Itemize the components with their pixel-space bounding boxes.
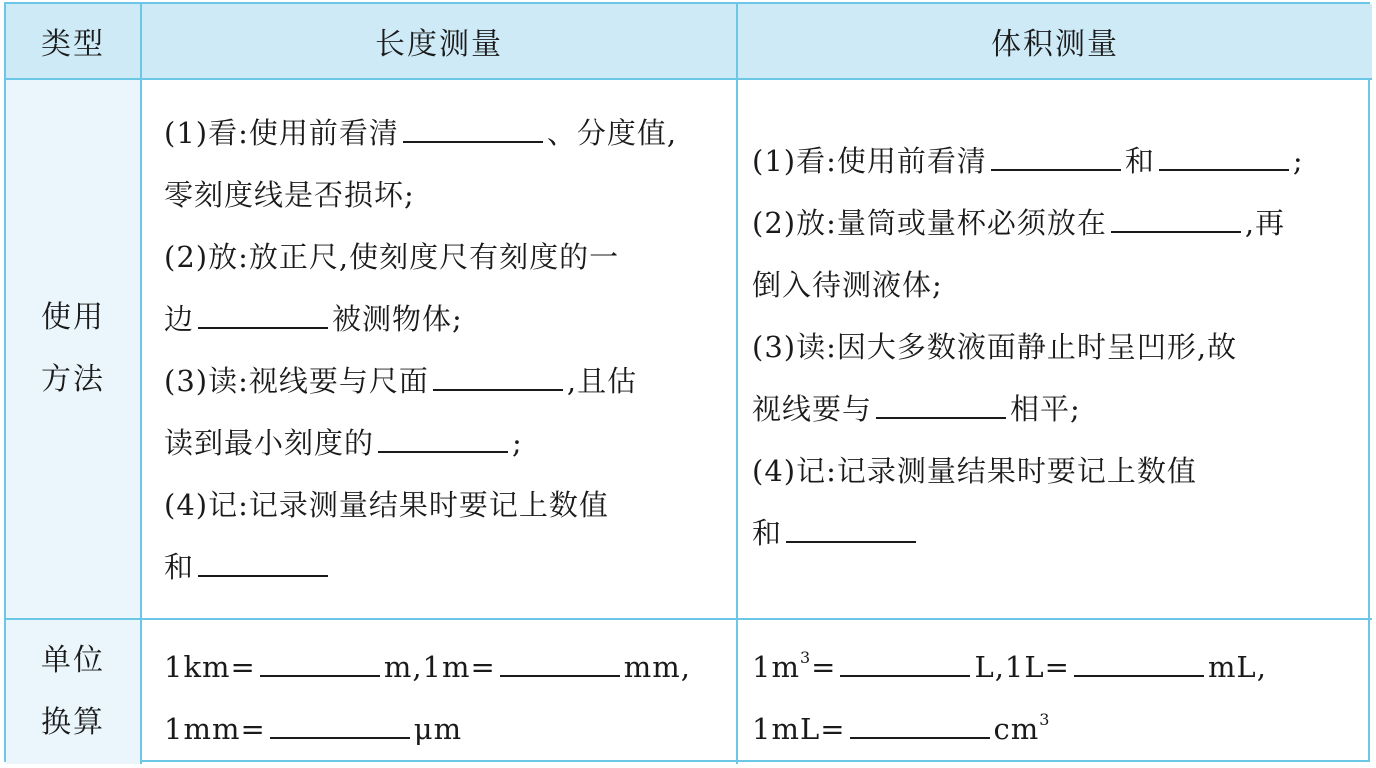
blank-field[interactable] <box>403 111 543 143</box>
volume-unit-eq: = <box>811 650 837 684</box>
length-unit-mm: mm, <box>623 650 692 684</box>
length-step2-text: (2)放:放正尺,使刻度尺有刻度的一 <box>164 240 620 274</box>
volume-step4-prefix: 和 <box>752 516 783 550</box>
volume-unit-l: L,1L= <box>974 650 1070 684</box>
blank-field[interactable] <box>198 545 328 577</box>
blank-field[interactable] <box>850 707 990 739</box>
units-volume-cell <box>738 620 1372 764</box>
volume-unit-ml2: 1mL= <box>752 712 846 746</box>
length-step3-suffix: ,且估 <box>566 364 638 398</box>
units-volume-text <box>738 620 1372 760</box>
length-step3-end: ; <box>512 426 523 460</box>
blank-field[interactable] <box>270 707 410 739</box>
blank-field[interactable] <box>378 421 508 453</box>
length-step2-prefix: 边 <box>164 302 195 336</box>
units-label-cell <box>6 620 142 764</box>
volume-step2-suffix: ,再 <box>1244 206 1286 240</box>
volume-step2-text: (2)放:量筒或量杯必须放在 <box>752 206 1107 240</box>
length-step1-text: (1)看:使用前看清 <box>164 116 399 150</box>
usage-length-text <box>142 80 736 598</box>
volume-step2-cont: 倒入待测液体; <box>752 268 943 302</box>
volume-unit-cm3-sup: 3 <box>1039 710 1051 729</box>
volume-step1-text: (1)看:使用前看清 <box>752 144 987 178</box>
usage-label-line1: 使用 <box>41 300 105 335</box>
volume-unit-m3: 1m <box>752 650 800 684</box>
measurement-table <box>4 2 1370 762</box>
header-length-title: 长度测量 <box>375 27 503 62</box>
blank-field[interactable] <box>991 139 1121 171</box>
volume-step3-suffix: 相平; <box>1010 392 1081 426</box>
header-type-label: 类型 <box>41 27 105 62</box>
usage-label-cell <box>6 80 142 620</box>
blank-field[interactable] <box>1111 201 1241 233</box>
usage-volume-cell <box>738 80 1372 620</box>
header-volume-title: 体积测量 <box>991 27 1119 62</box>
volume-unit-ml: mL, <box>1207 650 1267 684</box>
length-unit-um: μm <box>413 712 463 746</box>
length-step4-text: (4)记:记录测量结果时要记上数值 <box>164 488 609 522</box>
length-step2-suffix: 被测物体; <box>332 302 463 336</box>
blank-field[interactable] <box>260 645 380 677</box>
usage-length-cell <box>142 80 738 620</box>
blank-field[interactable] <box>198 297 328 329</box>
volume-step4-text: (4)记:记录测量结果时要记上数值 <box>752 454 1197 488</box>
blank-field[interactable] <box>876 387 1006 419</box>
length-step4-prefix: 和 <box>164 550 195 584</box>
blank-field[interactable] <box>500 645 620 677</box>
blank-field[interactable] <box>1159 139 1289 171</box>
volume-step1-and: 和 <box>1124 144 1155 178</box>
header-length-cell <box>142 4 738 80</box>
units-length-text <box>142 620 736 760</box>
units-label-line1: 单位 <box>41 643 105 678</box>
blank-field[interactable] <box>1074 645 1204 677</box>
usage-volume-text <box>738 80 1372 564</box>
usage-label-line2: 方法 <box>41 362 105 397</box>
header-volume-cell <box>738 4 1372 80</box>
volume-step3-prefix: 视线要与 <box>752 392 873 426</box>
length-step3-cont: 读到最小刻度的 <box>164 426 375 460</box>
header-type-cell <box>6 4 142 80</box>
volume-unit-m3-sup: 3 <box>799 648 812 667</box>
length-unit-mm2: 1mm= <box>164 712 266 746</box>
blank-field[interactable] <box>840 645 970 677</box>
length-unit-m: m,1m= <box>383 650 496 684</box>
volume-step3-text: (3)读:因大多数液面静止时呈凹形,故 <box>752 330 1238 364</box>
length-step1-cont: 零刻度线是否损坏; <box>164 178 415 212</box>
volume-unit-cm3: cm <box>993 712 1040 746</box>
blank-field[interactable] <box>433 359 563 391</box>
length-step1-suffix: 、分度值, <box>546 116 678 150</box>
units-length-cell <box>142 620 738 764</box>
length-step3-text: (3)读:视线要与尺面 <box>164 364 429 398</box>
units-label-line2: 换算 <box>41 705 105 740</box>
length-unit-km: 1km= <box>164 650 256 684</box>
volume-step1-end: ; <box>1292 144 1304 178</box>
blank-field[interactable] <box>786 511 916 543</box>
